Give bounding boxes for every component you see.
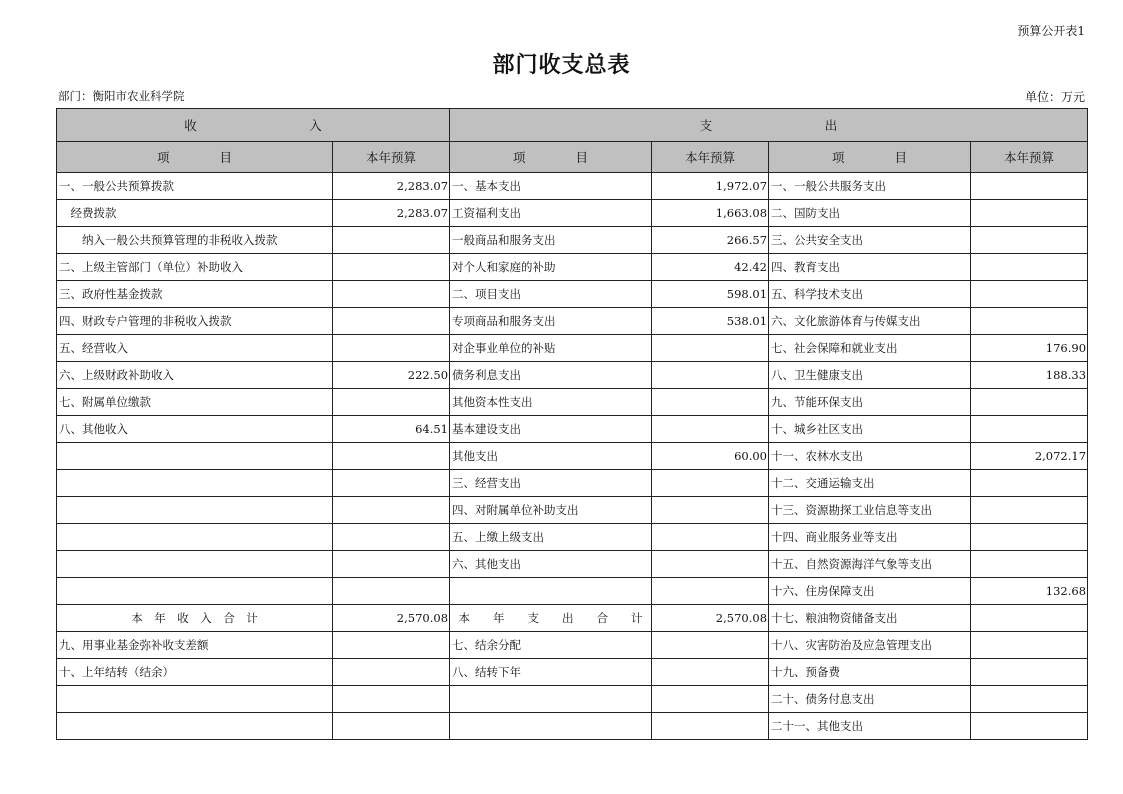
department-label: 部门：衡阳市农业科学院	[58, 89, 185, 103]
table-row	[57, 173, 1088, 200]
income-item-cell: 九、用事业基金弥补收支差额	[57, 632, 333, 659]
function-budget-cell	[971, 200, 1088, 227]
table-row	[57, 389, 1088, 416]
income-budget-cell	[333, 686, 450, 713]
expense-budget-cell: 1,663.08	[652, 200, 769, 227]
function-item-cell: 十六、住房保障支出	[769, 578, 971, 605]
expense-budget-cell: 60.00	[652, 443, 769, 470]
function-budget-cell: 176.90	[971, 335, 1088, 362]
table-row	[57, 686, 1088, 713]
function-item-cell: 九、节能环保支出	[769, 389, 971, 416]
function-budget-cell	[971, 416, 1088, 443]
function-item-cell: 二十一、其他支出	[769, 713, 971, 740]
table-row	[57, 578, 1088, 605]
income-budget-cell: 2,570.08	[333, 605, 450, 632]
function-budget-cell	[971, 713, 1088, 740]
income-item-cell	[57, 470, 333, 497]
income-item-cell: 八、其他收入	[57, 416, 333, 443]
function-budget-cell	[971, 524, 1088, 551]
expense-item-cell: 一般商品和服务支出	[450, 227, 652, 254]
income-budget-header: 本年预算	[333, 142, 450, 173]
expense-budget-cell	[652, 686, 769, 713]
table-row	[57, 443, 1088, 470]
function-item-cell: 十三、资源勘探工业信息等支出	[769, 497, 971, 524]
income-budget-cell	[333, 443, 450, 470]
income-item-cell: 二、上级主管部门（单位）补助收入	[57, 254, 333, 281]
income-item-cell	[57, 578, 333, 605]
function-budget-cell: 132.68	[971, 578, 1088, 605]
expense-item-cell: 本 年 支 出 合 计	[450, 605, 652, 632]
income-budget-cell	[333, 659, 450, 686]
expense-budget-cell: 1,972.07	[652, 173, 769, 200]
income-item-cell: 本 年 收 入 合 计	[57, 605, 333, 632]
table-row	[57, 551, 1088, 578]
expense-budget-cell: 2,570.08	[652, 605, 769, 632]
table-row	[57, 362, 1088, 389]
expense-item-cell	[450, 713, 652, 740]
expense-budget-cell: 266.57	[652, 227, 769, 254]
function-budget-cell	[971, 227, 1088, 254]
expense-budget-cell: 42.42	[652, 254, 769, 281]
income-item-header: 项 目	[57, 142, 333, 173]
expense-item-cell: 五、上缴上级支出	[450, 524, 652, 551]
expense-budget-cell	[652, 497, 769, 524]
expense-item-cell: 其他资本性支出	[450, 389, 652, 416]
function-item-cell: 十四、商业服务业等支出	[769, 524, 971, 551]
income-budget-cell	[333, 632, 450, 659]
expense-item-cell	[450, 686, 652, 713]
function-budget-cell	[971, 389, 1088, 416]
income-budget-cell	[333, 713, 450, 740]
income-budget-cell: 64.51	[333, 416, 450, 443]
function-item-cell: 十八、灾害防治及应急管理支出	[769, 632, 971, 659]
income-budget-cell	[333, 254, 450, 281]
expense-item-header: 项 目	[450, 142, 652, 173]
function-budget-cell: 188.33	[971, 362, 1088, 389]
expense-budget-cell: 538.01	[652, 308, 769, 335]
income-budget-cell: 2,283.07	[333, 200, 450, 227]
expense-item-cell: 对企事业单位的补贴	[450, 335, 652, 362]
income-item-cell	[57, 443, 333, 470]
function-budget-cell: 2,072.17	[971, 443, 1088, 470]
function-item-cell: 五、科学技术支出	[769, 281, 971, 308]
function-budget-cell	[971, 659, 1088, 686]
function-item-cell: 六、文化旅游体育与传媒支出	[769, 308, 971, 335]
income-item-cell: 纳入一般公共预算管理的非税收入拨款	[57, 227, 333, 254]
table-row	[57, 713, 1088, 740]
income-item-cell	[57, 686, 333, 713]
function-item-cell: 十七、粮油物资储备支出	[769, 605, 971, 632]
income-header: 收 入	[57, 109, 450, 142]
income-item-cell	[57, 524, 333, 551]
expense-budget-header: 本年预算	[652, 142, 769, 173]
income-item-cell: 经费拨款	[57, 200, 333, 227]
function-item-cell: 八、卫生健康支出	[769, 362, 971, 389]
expense-header: 支 出	[450, 109, 1088, 142]
income-item-cell: 一、一般公共预算拨款	[57, 173, 333, 200]
form-id: 预算公开表1	[1017, 24, 1085, 38]
expense-budget-cell	[652, 659, 769, 686]
income-item-cell: 四、财政专户管理的非税收入拨款	[57, 308, 333, 335]
expense-budget-cell	[652, 362, 769, 389]
income-item-cell: 七、附属单位缴款	[57, 389, 333, 416]
expense-budget-cell	[652, 551, 769, 578]
function-item-cell: 二、国防支出	[769, 200, 971, 227]
function-item-cell: 十二、交通运输支出	[769, 470, 971, 497]
income-budget-cell: 222.50	[333, 362, 450, 389]
expense-item-cell: 三、经营支出	[450, 470, 652, 497]
function-budget-cell	[971, 470, 1088, 497]
table-row	[57, 200, 1088, 227]
function-item-cell: 十一、农林水支出	[769, 443, 971, 470]
expense-budget-cell	[652, 713, 769, 740]
table-row	[57, 524, 1088, 551]
income-item-cell: 三、政府性基金拨款	[57, 281, 333, 308]
income-budget-cell	[333, 389, 450, 416]
function-item-cell: 十五、自然资源海洋气象等支出	[769, 551, 971, 578]
income-budget-cell	[333, 308, 450, 335]
function-budget-cell	[971, 551, 1088, 578]
income-item-cell	[57, 713, 333, 740]
expense-budget-cell	[652, 524, 769, 551]
table-row	[57, 659, 1088, 686]
function-budget-cell	[971, 605, 1088, 632]
function-budget-cell	[971, 254, 1088, 281]
function-budget-cell	[971, 173, 1088, 200]
expense-item-cell: 六、其他支出	[450, 551, 652, 578]
function-budget-cell	[971, 686, 1088, 713]
expense-item-cell: 一、基本支出	[450, 173, 652, 200]
income-item-cell: 六、上级财政补助收入	[57, 362, 333, 389]
expense-item-cell: 二、项目支出	[450, 281, 652, 308]
expense-item-cell: 八、结转下年	[450, 659, 652, 686]
income-budget-cell: 2,283.07	[333, 173, 450, 200]
expense-item-cell: 其他支出	[450, 443, 652, 470]
expense-item-cell: 专项商品和服务支出	[450, 308, 652, 335]
income-item-cell	[57, 551, 333, 578]
expense-budget-cell	[652, 335, 769, 362]
income-item-cell	[57, 497, 333, 524]
income-budget-cell	[333, 227, 450, 254]
header-row-main	[57, 109, 1088, 142]
income-budget-cell	[333, 578, 450, 605]
table-row	[57, 497, 1088, 524]
table-row	[57, 416, 1088, 443]
function-item-cell: 七、社会保障和就业支出	[769, 335, 971, 362]
function-item-header: 项 目	[769, 142, 971, 173]
function-item-cell: 三、公共安全支出	[769, 227, 971, 254]
expense-item-cell: 工资福利支出	[450, 200, 652, 227]
income-budget-cell	[333, 470, 450, 497]
income-budget-cell	[333, 524, 450, 551]
table-row	[57, 335, 1088, 362]
expense-item-cell	[450, 578, 652, 605]
expense-item-cell: 四、对附属单位补助支出	[450, 497, 652, 524]
table-row	[57, 227, 1088, 254]
income-item-cell: 五、经营收入	[57, 335, 333, 362]
function-item-cell: 一、一般公共服务支出	[769, 173, 971, 200]
expense-item-cell: 七、结余分配	[450, 632, 652, 659]
income-budget-cell	[333, 497, 450, 524]
function-item-cell: 二十、债务付息支出	[769, 686, 971, 713]
income-budget-cell	[333, 551, 450, 578]
income-budget-cell	[333, 335, 450, 362]
table-row	[57, 470, 1088, 497]
income-item-cell: 十、上年结转（结余）	[57, 659, 333, 686]
table-row	[57, 308, 1088, 335]
expense-budget-cell	[652, 389, 769, 416]
function-item-cell: 四、教育支出	[769, 254, 971, 281]
table-row	[57, 632, 1088, 659]
function-budget-header: 本年预算	[971, 142, 1088, 173]
function-budget-cell	[971, 497, 1088, 524]
expense-budget-cell	[652, 578, 769, 605]
function-item-cell: 十九、预备费	[769, 659, 971, 686]
unit-label: 单位：万元	[1024, 90, 1085, 104]
table-row	[57, 605, 1088, 632]
function-budget-cell	[971, 308, 1088, 335]
expense-item-cell: 债务利息支出	[450, 362, 652, 389]
header-row-sub	[57, 142, 1088, 173]
page-title: 部门收支总表	[492, 52, 631, 78]
budget-table	[56, 108, 1088, 740]
expense-budget-cell	[652, 416, 769, 443]
expense-budget-cell: 598.01	[652, 281, 769, 308]
table-row	[57, 254, 1088, 281]
expense-item-cell: 对个人和家庭的补助	[450, 254, 652, 281]
function-budget-cell	[971, 281, 1088, 308]
expense-item-cell: 基本建设支出	[450, 416, 652, 443]
income-budget-cell	[333, 281, 450, 308]
function-budget-cell	[971, 632, 1088, 659]
expense-budget-cell	[652, 632, 769, 659]
table-row	[57, 281, 1088, 308]
expense-budget-cell	[652, 470, 769, 497]
function-item-cell: 十、城乡社区支出	[769, 416, 971, 443]
